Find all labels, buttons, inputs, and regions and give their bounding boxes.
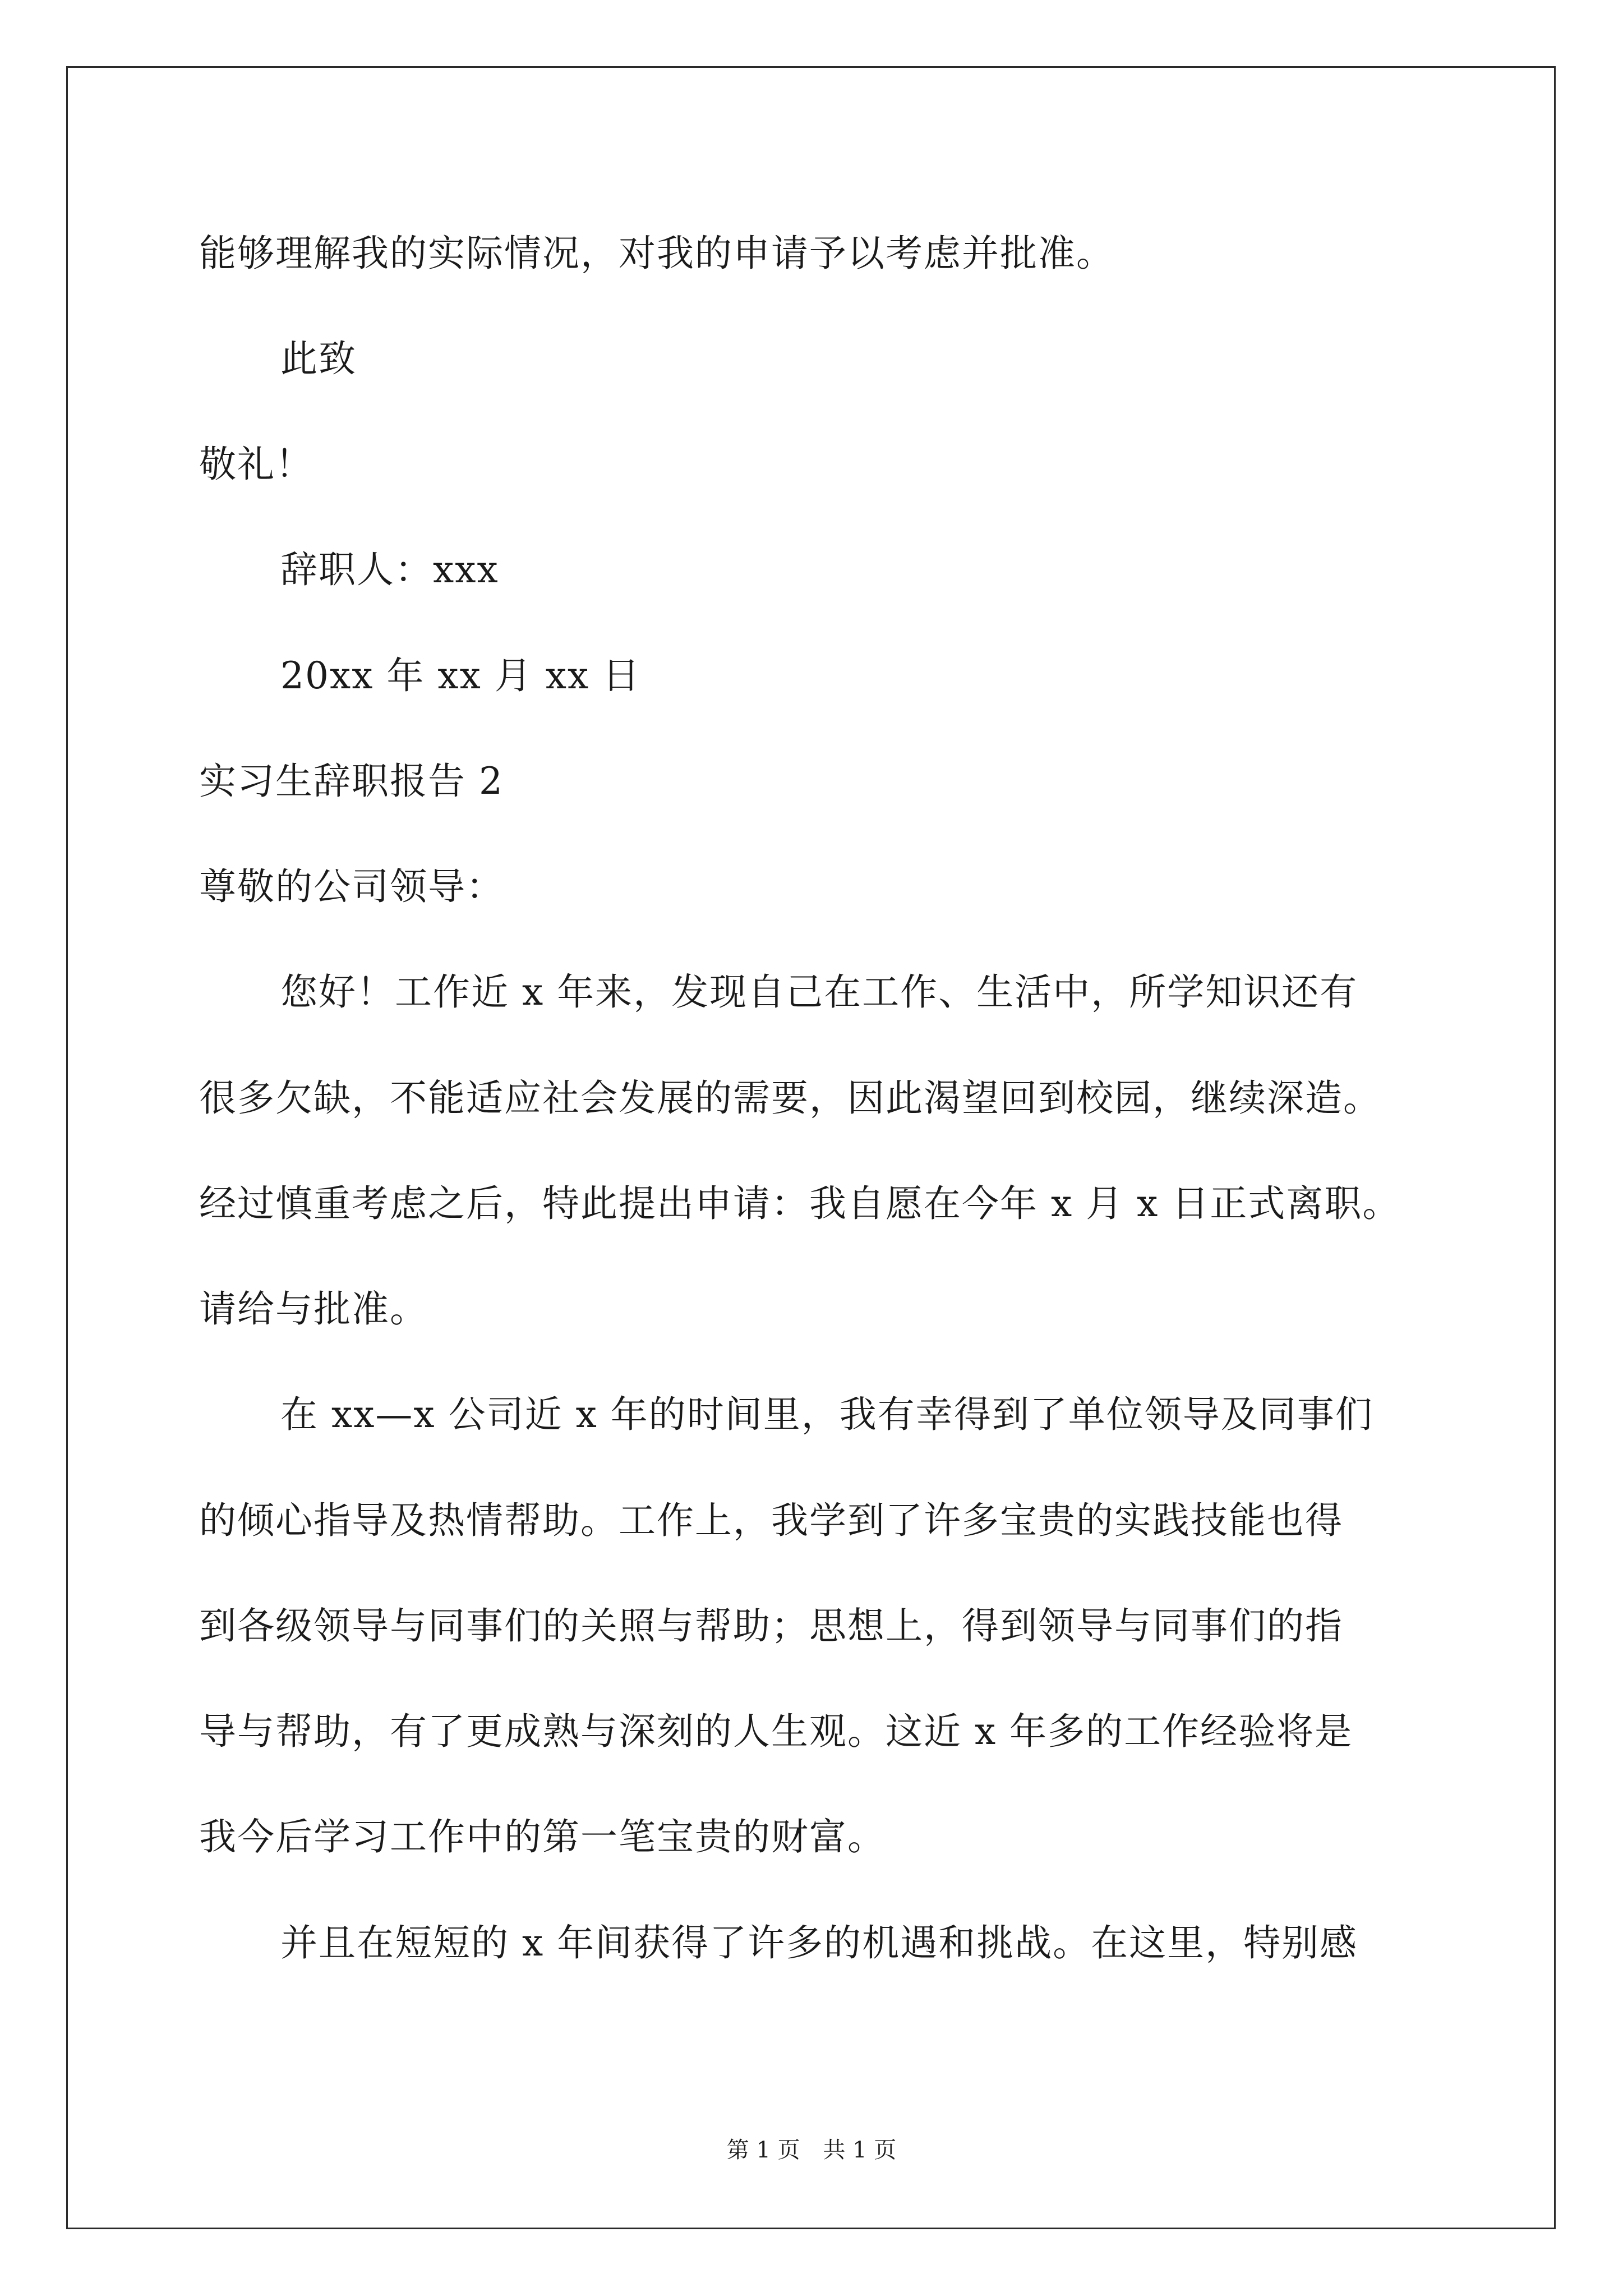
body-line-11: 并且在短短的 x 年间获得了许多的机遇和挑战。在这里，特别感: [280, 1921, 1358, 1964]
page-border: [66, 66, 1556, 2229]
section-title: 实习生辞职报告 2: [199, 760, 504, 803]
body-line-9: 导与帮助，有了更成熟与深刻的人生观。这近 x 年多的工作经验将是: [199, 1710, 1353, 1753]
body-line-5: 请给与批准。: [199, 1287, 428, 1331]
body-line-10: 我今后学习工作中的第一笔宝贵的财富。: [199, 1815, 886, 1858]
body-line-1: 能够理解我的实际情况，对我的申请予以考虑并批准。: [199, 232, 1114, 275]
page-total: 共 1 页: [823, 2137, 897, 2163]
signature-date: 20xx 年 xx 月 xx 日: [280, 654, 641, 697]
signature-name: 辞职人：xxx: [280, 548, 499, 591]
body-line-4: 经过慎重考虑之后，特此提出申请：我自愿在今年 x 月 x 日正式离职。: [199, 1182, 1401, 1225]
letter-greeting: 尊敬的公司领导：: [199, 865, 504, 908]
closing-regards: 敬礼！: [199, 443, 313, 486]
closing-salutation: 此致: [280, 337, 357, 380]
body-line-8: 到各级领导与同事们的关照与帮助；思想上，得到领导与同事们的指: [199, 1604, 1343, 1648]
page-footer: [0, 2136, 1623, 2164]
page-number: 第 1 页: [726, 2137, 800, 2163]
body-line-2: 您好！工作近 x 年来，发现自己在工作、生活中，所学知识还有: [280, 970, 1358, 1014]
body-line-3: 很多欠缺，不能适应社会发展的需要，因此渴望回到校园，继续深造。: [199, 1076, 1381, 1120]
body-line-7: 的倾心指导及热情帮助。工作上，我学到了许多宝贵的实践技能也得: [199, 1499, 1343, 1542]
body-line-6: 在 xx—x 公司近 x 年的时间里，我有幸得到了单位领导及同事们: [280, 1393, 1373, 1436]
